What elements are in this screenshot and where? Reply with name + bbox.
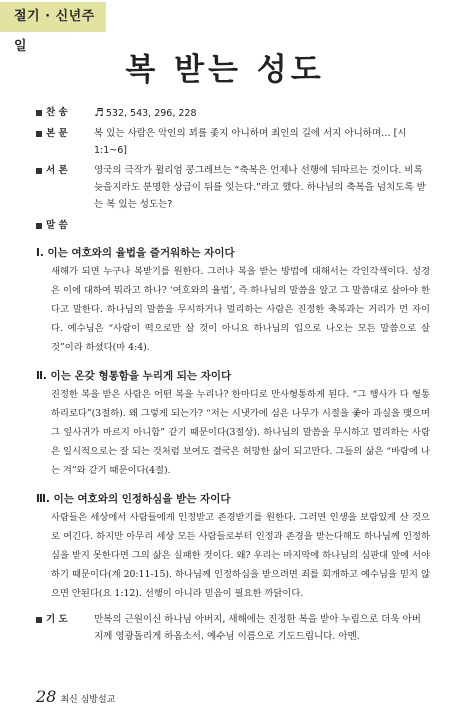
bullet-square-icon: [36, 617, 42, 623]
page-title: 복 받는 성도: [125, 52, 325, 88]
point-body: 사람들은 세상에서 사람들에게 인정받고 존경받기를 원한다. 그러면 인생을 보람있게 산 것으로 여긴다. 하지만 아무리 세상 모든 사람들로부터 인정과 존경을 받는다해도 하나님께 인정하심을 받지 못한다면 그의 삶은 실패한 것이다. 왜? 우리는 마지막에 하나님의 심판대 앞에 서야 하기 때문이다(계 20:11-15). 하나님께 인정하심을 받으려면 죄를 회개하고 예수님을 믿지 않으면 안된다(요 1:12). 선행이 아니라 믿음이 필요한 까닭이다.: [51, 512, 430, 599]
page-footer: [36, 687, 115, 706]
page-number: 28: [36, 687, 57, 706]
intro-row: [36, 162, 430, 213]
intro-label: 서 론: [46, 165, 68, 176]
prayer-row: [36, 611, 430, 645]
sermon-point-2: [36, 367, 430, 480]
point-title: Ⅲ. 이는 여호와의 인정하심을 받는 자이다: [36, 493, 231, 505]
hymn-row: [36, 104, 430, 122]
point-title: Ⅱ. 이는 온갖 형통함을 누리게 되는 자이다: [36, 370, 232, 382]
sermon-point-3: [36, 490, 430, 603]
section-label: 절기 · 신년주일: [0, 2, 106, 32]
scripture-row: [36, 125, 430, 159]
point-body: 진정한 복을 받은 사람은 어떤 복을 누리나? 한마디로 만사형통하게 된다. “그 행사가 다 형통하리로다”(3절하). 왜 그렇게 되는가? “저는 시냇가에 심은 나무가 시절을 좇아 과실을 맺으며 그 잎사귀가 마르지 아니함” 같기 때문이다(3절상). 하나님의 말씀을 무시하고 멀리하는 사람은 일시적으로는 잘 되는 것처럼 보여도 결국은 허망한 삶이 되고만다. 그들의 삶은 “바람에 나는 겨”와 같기 때문이다(4절).: [51, 389, 430, 476]
sermon-point-1: [36, 244, 430, 357]
intro-text: 영국의 극작가 윌리엄 콩그레브는 “축복은 언제나 선행에 뒤따르는 것이다. 비록 늦을지라도 분명한 상급이 뒤를 잇는다.”라고 했다. 하나님의 축복을 넘치도록 받는 복 있는 성도는?: [94, 165, 426, 210]
prayer-label: 기 도: [46, 614, 68, 625]
scripture-label: 본 문: [46, 128, 68, 139]
bullet-square-icon: [36, 131, 42, 137]
prayer-text: 만복의 근원이신 하나님 아버지, 새해에는 진정한 복을 받아 누림으로 더욱 아버지께 영광돌리게 하옵소서. 예수님 이름으로 기도드립니다. 아멘.: [94, 614, 421, 642]
sermon-content: [36, 104, 430, 648]
hymn-numbers: 532, 543, 296, 228: [105, 108, 197, 119]
publication-name: 최신 심방설교: [60, 695, 116, 705]
sermon-header: [36, 217, 430, 234]
scripture-text: 복 있는 사람은 악인의 꾀를 좇지 아니하며 죄인의 길에 서지 아니하며… [시 1:1~6]: [94, 128, 407, 156]
hymn-label: 찬 송: [46, 107, 68, 118]
bullet-square-icon: [36, 110, 42, 116]
bullet-square-icon: [36, 168, 42, 174]
bullet-square-icon: [36, 223, 42, 229]
sermon-label: 말 씀: [46, 220, 68, 231]
point-title: Ⅰ. 이는 여호와의 율법을 즐거워하는 자이다: [36, 247, 235, 259]
point-body: 새해가 되면 누구나 복받기를 원한다. 그러나 복을 받는 방법에 대해서는 각인각색이다. 성경은 이에 대하여 뭐라고 하나? ‘여호와의 율법’, 즉 하나님의 말씀을 알고 그 말씀대로 살아야 한다고 말한다. 하나님의 말씀을 무시하거나 멀리하는 사람은 진정한 축복과는 거리가 먼 자이다. 예수님은 “사람이 떡으로만 살 것이 아니요 하나님의 입으로 나오는 모든 말씀으로 살 것”이라 하셨다(마 4:4).: [51, 266, 430, 353]
music-note-icon: ♬: [94, 106, 104, 119]
